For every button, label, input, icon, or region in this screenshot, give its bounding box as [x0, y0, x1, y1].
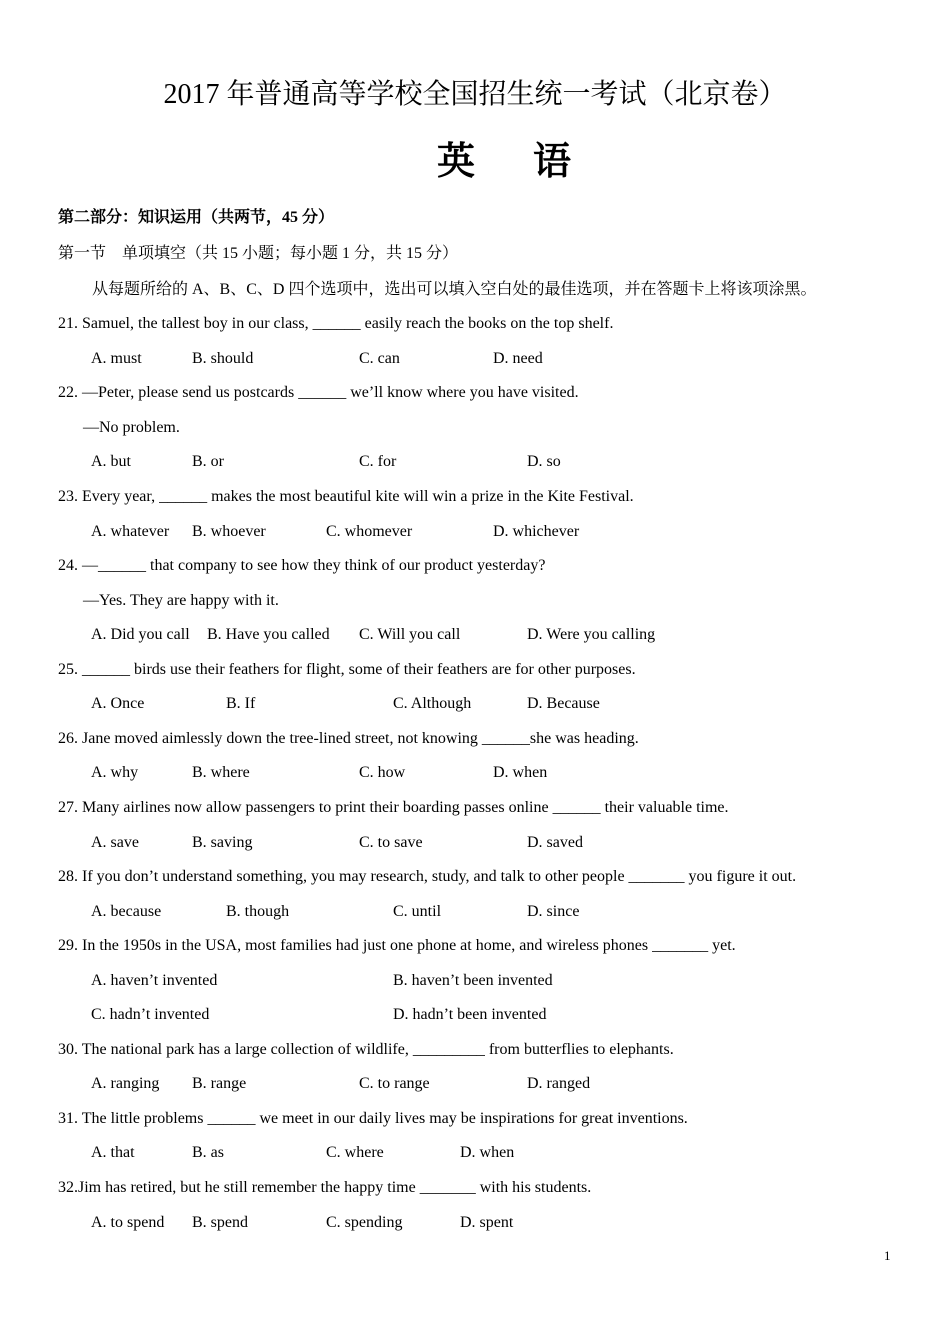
question-stem: 32.Jim has retired, but he still remember the happy time _______ with his students. [58, 1179, 592, 1196]
option-b: B. saving [192, 834, 253, 851]
option-b: B. where [192, 764, 250, 781]
question-stem: 27. Many airlines now allow passengers to print their boarding passes online ______ their valuable time. [58, 799, 729, 816]
subsection-title: 第一节 单项填空（共 15 小题；每小题 1 分，共 15 分） [58, 245, 459, 262]
option-a: A. that [91, 1144, 135, 1161]
option-d: D. since [527, 903, 580, 920]
page-number: 1 [884, 1248, 891, 1263]
option-d: D. so [527, 453, 561, 470]
option-a: A. ranging [91, 1075, 160, 1092]
question-stem: 23. Every year, ______ makes the most beautiful kite will win a prize in the Kite Festival. [58, 488, 634, 505]
option-a: A. must [91, 350, 142, 367]
option-d: D. spent [460, 1214, 514, 1231]
option-a: A. haven’t invented [91, 972, 218, 989]
option-a: A. because [91, 903, 162, 920]
part-title: 第二部分：知识运用（共两节，45 分） [58, 209, 335, 226]
option-b: B. range [192, 1075, 247, 1092]
option-a: A. Once [91, 695, 145, 712]
dialogue-reply: —No problem. [83, 419, 180, 436]
option-b: B. whoever [192, 523, 266, 540]
option-d: D. Were you calling [527, 626, 656, 643]
option-d: D. hadn’t been invented [393, 1006, 547, 1023]
question-stem: 29. In the 1950s in the USA, most families had just one phone at home, and wireless phones _______ yet. [58, 937, 736, 954]
option-c: C. hadn’t invented [91, 1006, 210, 1023]
question-stem: 25. ______ birds use their feathers for flight, some of their feathers are for other purposes. [58, 661, 636, 678]
option-c: C. to range [359, 1075, 430, 1092]
option-a: A. whatever [91, 523, 170, 540]
question-stem: 24. —______ that company to see how they think of our product yesterday? [58, 557, 546, 574]
question-stem: 21. Samuel, the tallest boy in our class, ______ easily reach the books on the top shelf. [58, 315, 614, 332]
option-b: B. as [192, 1144, 224, 1161]
option-b: B. If [226, 695, 256, 712]
option-b: B. Have you called [207, 626, 330, 643]
option-a: A. why [91, 764, 139, 781]
option-c: C. until [393, 903, 442, 920]
option-b: B. haven’t been invented [393, 972, 553, 989]
option-c: C. to save [359, 834, 423, 851]
option-a: A. to spend [91, 1214, 165, 1231]
option-d: D. saved [527, 834, 583, 851]
option-d: D. when [493, 764, 548, 781]
option-b: B. should [192, 350, 254, 367]
option-c: C. whomever [326, 523, 413, 540]
subject-title: 英 语 [437, 141, 582, 183]
option-c: C. can [359, 350, 400, 367]
option-d: D. ranged [527, 1075, 591, 1092]
option-a: A. but [91, 453, 131, 470]
option-d: D. whichever [493, 523, 580, 540]
instructions: 从每题所给的 A、B、C、D 四个选项中，选出可以填入空白处的最佳选项，并在答题卡上将该项涂黑。 [92, 281, 817, 298]
question-stem: 30. The national park has a large collection of wildlife, _________ from butterflies to elephants. [58, 1041, 674, 1058]
option-d: D. Because [527, 695, 600, 712]
dialogue-reply: —Yes. They are happy with it. [83, 592, 279, 609]
option-c: C. Although [393, 695, 472, 712]
option-c: C. spending [326, 1214, 403, 1231]
question-stem: 26. Jane moved aimlessly down the tree-lined street, not knowing ______she was heading. [58, 730, 639, 747]
option-b: B. or [192, 453, 224, 470]
option-c: C. how [359, 764, 406, 781]
option-b: B. though [226, 903, 290, 920]
option-a: A. save [91, 834, 139, 851]
option-a: A. Did you call [91, 626, 190, 643]
option-c: C. Will you call [359, 626, 461, 643]
option-c: C. where [326, 1144, 384, 1161]
option-d: D. when [460, 1144, 515, 1161]
option-b: B. spend [192, 1214, 248, 1231]
question-stem: 31. The little problems ______ we meet in our daily lives may be inspirations for great inventions. [58, 1110, 688, 1127]
option-c: C. for [359, 453, 397, 470]
option-d: D. need [493, 350, 543, 367]
question-stem: 22. —Peter, please send us postcards ______ we’ll know where you have visited. [58, 384, 579, 401]
question-stem: 28. If you don’t understand something, you may research, study, and talk to other people _______ you figure it out. [58, 868, 797, 885]
exam-title: 2017 年普通高等学校全国招生统一考试（北京卷） [163, 79, 787, 110]
